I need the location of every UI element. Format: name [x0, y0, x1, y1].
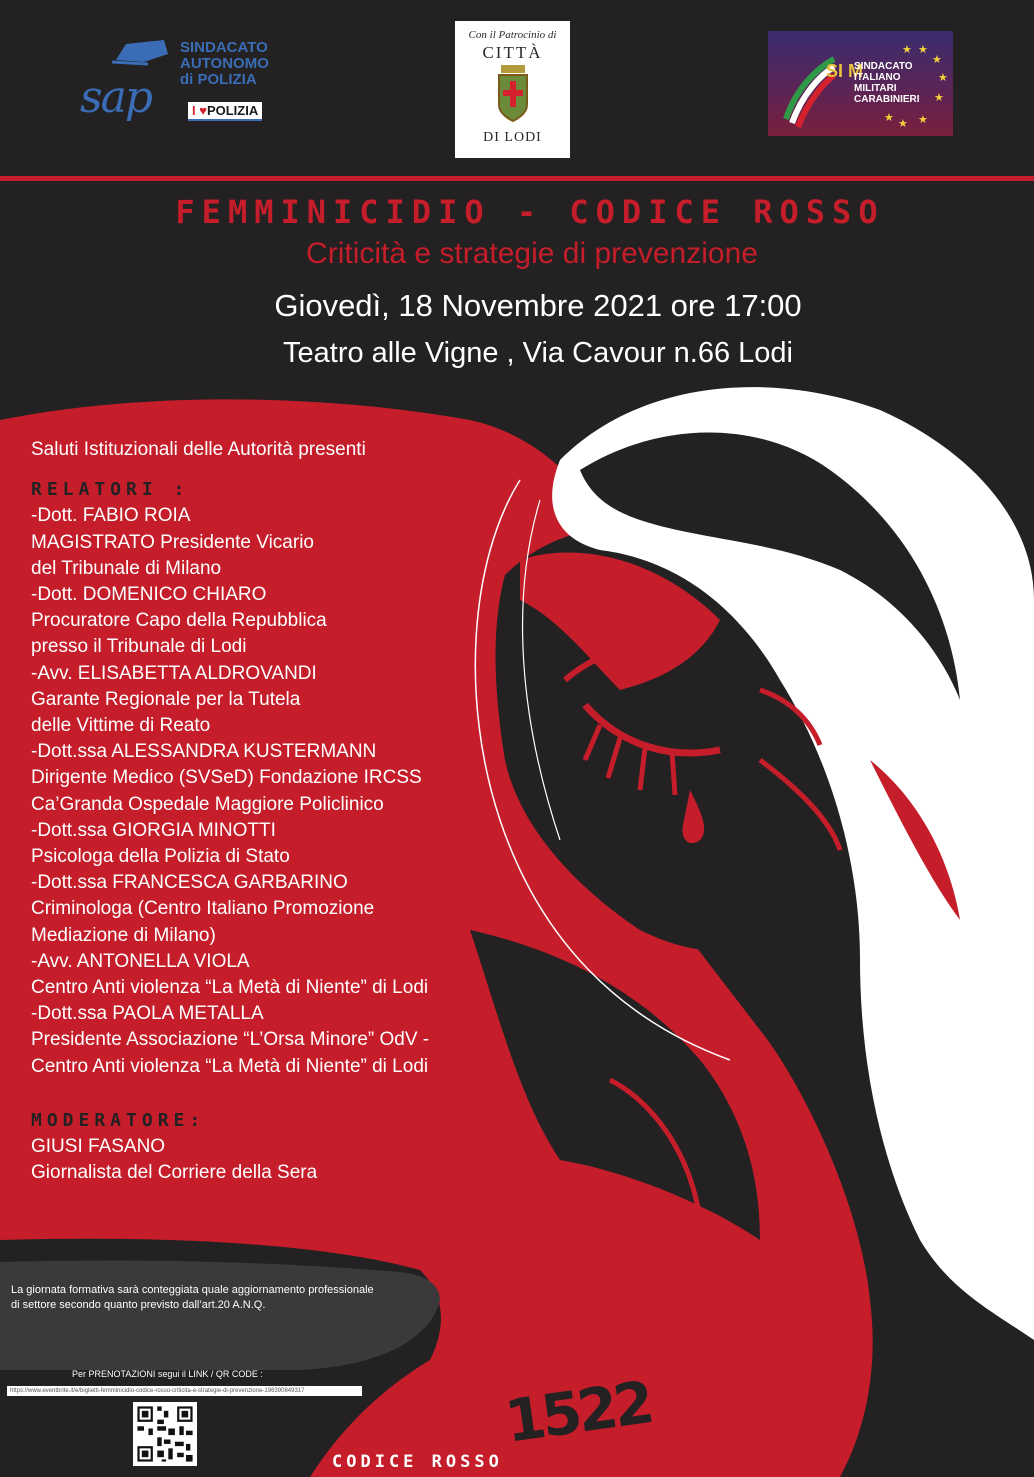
grey-note-panel	[0, 1260, 440, 1370]
event-date: Giovedì, 18 Novembre 2021 ore 17:00	[274, 288, 802, 323]
sap-name: SINDACATO AUTONOMO di POLIZIA	[180, 39, 269, 88]
speaker-item	[31, 870, 501, 949]
helpline-number: 1522	[500, 1368, 655, 1456]
event-title: FEMMINICIDIO - CODICE ROSSO	[175, 193, 885, 231]
citta-label: CITTÀ	[482, 43, 543, 62]
speaker-name: -Dott.ssa ALESSANDRA KUSTERMANN	[31, 741, 377, 763]
greeting-line: Saluti Istituzionali delle Autorità presenti	[31, 439, 366, 460]
svg-text:★: ★	[918, 113, 928, 126]
sap-script-text: sap	[80, 72, 151, 123]
svg-text:★: ★	[932, 53, 942, 66]
speaker-item	[31, 582, 501, 661]
speaker-role: MAGISTRATO Presidente Vicario	[31, 531, 314, 553]
lodi-crest-icon	[495, 65, 531, 123]
speaker-item	[31, 949, 501, 1001]
speaker-role: Presidente Associazione “L’Orsa Minore” OdV -	[31, 1029, 430, 1051]
speaker-name: -Avv. ELISABETTA ALDROVANDI	[31, 662, 317, 684]
moderator-role: Giornalista del Corriere della Sera	[31, 1162, 318, 1184]
speaker-role: Criminologa (Centro Italiano Promozione	[31, 898, 375, 920]
booking-link[interactable]: https://www.eventbrite.it/e/biglietti-femminicidio-codice-rosso-criticita-e-strategie-di-prevenzione-196390849317	[7, 1386, 362, 1396]
speaker-item	[31, 818, 501, 870]
program-list	[31, 437, 501, 1080]
svg-text:★: ★	[898, 117, 908, 130]
event-venue: Teatro alle Vigne , Via Cavour n.66 Lodi	[283, 337, 793, 369]
event-subtitle: Criticità e strategie di prevenzione	[306, 237, 758, 270]
speaker-name: -Dott.ssa PAOLA METALLA	[31, 1003, 264, 1025]
speaker-role: Mediazione di Milano)	[31, 924, 216, 946]
eu-stars-icon	[878, 41, 948, 131]
booking-label: Per PRENOTAZIONI segui il LINK / QR CODE :	[72, 1369, 263, 1379]
speakers-heading: RELATORI :	[31, 479, 190, 501]
speaker-role: delle Vittime di Reato	[31, 715, 211, 737]
speaker-name: -Dott.ssa GIORGIA MINOTTI	[31, 819, 276, 841]
speaker-name: -Dott. FABIO ROIA	[31, 505, 191, 527]
di-lodi-label: DI LODI	[483, 130, 542, 145]
sim-name: SINDACATO ITALIANO MILITARI CARABINIERI	[854, 61, 920, 105]
patrocinio-label: Con il Patrocinio di	[468, 29, 557, 41]
qr-code-icon[interactable]	[133, 1402, 197, 1466]
speaker-role: Garante Regionale per la Tutela	[31, 688, 301, 710]
speaker-role: Ca’Granda Ospedale Maggiore Policlinico	[31, 793, 384, 815]
svg-text:★: ★	[934, 91, 944, 104]
speaker-role: Dirigente Medico (SVSeD) Fondazione IRCSS	[31, 767, 422, 789]
svg-text:★: ★	[884, 111, 894, 124]
speaker-name: -Avv. ANTONELLA VIOLA	[31, 950, 250, 972]
speaker-role: presso il Tribunale di Lodi	[31, 636, 247, 658]
sim-carabinieri-logo	[768, 31, 953, 136]
speaker-item	[31, 739, 501, 818]
speaker-item	[31, 503, 501, 582]
speaker-name: -Dott.ssa FRANCESCA GARBARINO	[31, 872, 348, 894]
sim-mark: SI M	[826, 61, 864, 81]
police-cap-icon	[108, 38, 172, 68]
speaker-role: Centro Anti violenza “La Metà di Niente” di Lodi	[31, 1055, 429, 1077]
moderator-name: GIUSI FASANO	[31, 1136, 166, 1158]
moderator-block	[31, 1108, 501, 1187]
speaker-role: del Tribunale di Milano	[31, 557, 222, 579]
speaker-role: Psicologa della Polizia di Stato	[31, 846, 290, 868]
header-divider	[0, 176, 1034, 181]
speaker-role: Procuratore Capo della Repubblica	[31, 610, 327, 632]
citta-di-lodi-logo	[455, 21, 570, 158]
speaker-item	[31, 661, 501, 740]
codice-rosso-label: CODICE ROSSO	[332, 1452, 503, 1472]
svg-text:★: ★	[938, 71, 948, 84]
sap-logo	[80, 38, 280, 128]
moderator-heading: MODERATORE:	[31, 1110, 206, 1131]
speaker-role: Centro Anti violenza “La Metà di Niente” di Lodi	[31, 977, 429, 999]
svg-text:★: ★	[902, 43, 912, 56]
svg-text:★: ★	[918, 43, 928, 56]
i-love-polizia-badge: I ♥POLIZIA	[188, 102, 262, 121]
speaker-name: -Dott. DOMENICO CHIARO	[31, 584, 267, 606]
speaker-item	[31, 1001, 501, 1080]
training-note: La giornata formativa sarà conteggiata quale aggiornamento professionale di settore secondo quanto previsto dall’art.20 A.N.Q.	[11, 1284, 374, 1311]
